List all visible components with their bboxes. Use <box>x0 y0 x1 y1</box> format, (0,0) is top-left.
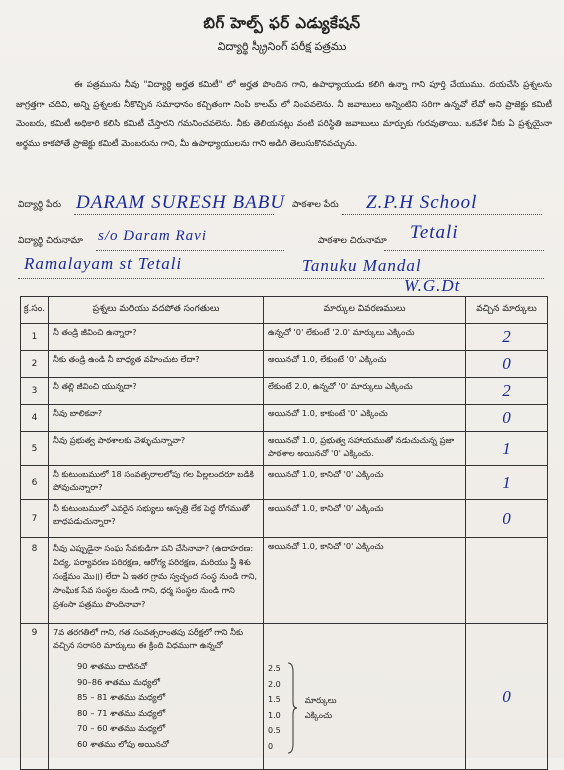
row-question: నీ కుటుంబములో ఎవరైన సభ్యులు ఆస్పత్రి లేక పెద్ద రోగముతో బాధపడుచున్నారా? <box>49 500 264 538</box>
marks-scale-list <box>268 661 281 754</box>
row-number: 2 <box>21 351 49 378</box>
table-row <box>21 378 548 405</box>
row-marks-cell[interactable] <box>466 378 548 405</box>
table-row <box>21 500 548 538</box>
percentage-band: 80 – 71 శాతము మధ్యలో <box>77 707 166 718</box>
row-marks-cell[interactable] <box>466 351 548 378</box>
row-explanation: అయినచో 1.0, లేకుంటే '0' ఎక్కించు <box>264 351 466 378</box>
row-explanation: అయినచో 1.0, కానిచో '0' ఎక్కించు <box>264 466 466 500</box>
row-number: 3 <box>21 378 49 405</box>
row-number: 6 <box>21 466 49 500</box>
student-address-value-2[interactable]: Ramalayam st Tetali <box>24 254 183 273</box>
row-question: నీకు తండ్రి ఉండి నీ బాధ్యత వహించుట లేదా? <box>49 351 264 378</box>
header-question: ప్రశ్నలు మరియు వదపోత సంగతులు <box>49 297 264 324</box>
school-address-line <box>384 250 544 251</box>
form-title: బిగ్ హెల్ప్ ఫర్ ఎడ్యుకేషన్ <box>203 14 361 32</box>
table-row <box>21 624 548 770</box>
row-marks-cell[interactable] <box>466 500 548 538</box>
row-question: నీవు ఎప్పుడైనా సంఘ సేవకుడిగా పని చేసినావా? (ఉదాహరణ: విద్య, పర్యావరణ పరిరక్షణ, ఆరోగ్య పరిరక్షణ, మరియు స్త్రీ శిశు సంక్షేమం మొ॥) లేదా ఏ ఇతర గ్రామ స్వచ్ఛంద సంస్థ నుండి గాని, సాంఘిక సేవ సంస్థల నుండి గాని, ధర్మ సంస్థల నుండి గాని ప్రశంసా పత్రము పొందినావా? <box>49 538 264 624</box>
row-explanation: అయినచో 1.0, కాకుంటే '0' ఎక్కించు <box>264 405 466 432</box>
row-number: 7 <box>21 500 49 538</box>
student-address-value-3[interactable]: Tanuku Mandal <box>302 256 422 275</box>
row-marks-value: 2 <box>502 381 511 400</box>
marks-scale-value: 1.0 <box>268 710 281 720</box>
row-marks-cell[interactable] <box>466 324 548 351</box>
table-header-row <box>21 297 548 324</box>
row-marks-cell[interactable] <box>466 538 548 624</box>
row-question-cell <box>49 624 264 770</box>
row-number: 4 <box>21 405 49 432</box>
marks-scale-value: 0.5 <box>268 726 281 735</box>
percentage-bands-list <box>77 659 259 752</box>
row-number: 8 <box>21 538 49 624</box>
student-address-value-4[interactable]: W.G.Dt <box>404 276 461 295</box>
student-name-line <box>74 214 274 215</box>
header-explanation: మార్కుల వివరణములు <box>264 297 466 324</box>
percentage-band: 85 – 81 శాతము మధ్యలో <box>77 692 166 702</box>
row-explanation: అయినచో 1.0, కానిచో '0' ఎక్కించు <box>264 538 466 624</box>
student-name-label: విద్యార్థి పేరు <box>18 200 61 210</box>
row-explanation: ఉన్నచో '0' లేకుంటే '2.0' మార్కులు ఎక్కించు <box>264 324 466 351</box>
row-number: 9 <box>21 624 49 770</box>
percentage-band: 90–86 శాతము మధ్యలో <box>77 676 160 687</box>
row-question: నీవు బాలికవా? <box>49 405 264 432</box>
row-question: నీ తల్లి జీవించి యున్నదా? <box>49 378 264 405</box>
row-marks-value: 1 <box>502 472 511 492</box>
row-marks-value: 0 <box>502 408 511 427</box>
row-number: 5 <box>21 432 49 466</box>
form-subtitle: విద్యార్థి స్క్రీనింగ్ పరీక్ష పత్రము <box>217 40 347 53</box>
student-address-value-1[interactable]: s/o Daram Ravi <box>98 228 207 244</box>
header-marks: వచ్చిన మార్కులు <box>466 297 548 324</box>
percentage-band: 60 శాతము లోపు అయినచో <box>77 738 169 749</box>
marks-scale-value: 0 <box>268 741 274 751</box>
row-explanation-cell <box>264 624 466 770</box>
criteria-table <box>20 296 548 770</box>
row-explanation: మార్కులు ఎక్కించు <box>304 694 337 720</box>
row-marks-value: 1 <box>502 438 511 458</box>
table-row <box>21 432 548 466</box>
school-name-line <box>342 214 542 215</box>
row-question: నీ తండ్రి జీవించి ఉన్నారా? <box>49 324 264 351</box>
curly-brace-icon <box>287 662 297 754</box>
percentage-band: 70 – 60 శాతము మధ్యలో <box>77 723 166 733</box>
marks-scale-value: 2.5 <box>268 664 281 673</box>
row-explanation: లేకుంటే 2.0, ఉన్నచో '0' మార్కులు ఎక్కించు <box>264 378 466 405</box>
row-marks-cell[interactable] <box>466 624 548 770</box>
row-question: నీవు ప్రభుత్వ పాఠశాలకు వెళ్ళుచున్నావా? <box>49 432 264 466</box>
row-marks-value: 0 <box>502 508 511 528</box>
row-question: నీ కుటుంబములో 18 సంవత్సరాలలోపు గల పిల్లలందరూ బడికి పోవుచున్నారా? <box>49 466 264 500</box>
table-row <box>21 351 548 378</box>
table-row <box>21 324 548 351</box>
marks-scale <box>268 661 461 754</box>
row-marks-cell[interactable] <box>466 432 548 466</box>
school-name-label: పాఠశాల పేరు <box>292 200 339 210</box>
row-number: 1 <box>21 324 49 351</box>
school-address-value[interactable]: Tetali <box>410 222 459 243</box>
row-marks-value: 2 <box>502 327 511 346</box>
instructions-paragraph: ఈ పత్రమును నీవు "విద్యార్థి అర్హత కమిటీ" లో అర్హత పొందిన గాని, ఉపాధ్యాయుడు కలిగి ఉన్నా గాని పూర్తి చేయుము. దయచేసి ప్రశ్నలను జాగ్రత్తగా చదివి, అన్ని ప్రశ్నలకు నీకొచ్చిన సమాధానం కచ్చితంగా నింపి కాలమ్ లో నింపవలెను. నీ జవాబులు అన్నింటిని సరిగా ఉన్నవో లేవో అని ప్రాజెక్టు కమిటీ మెంబరు, కమిటీ అధికారి కలిసి కమిటీ చేస్తారని గమనించవలెను. నీకు తెలియనట్లు వంటి పరిస్థితి జవాబులు మార్పుకు గురవుతాయి. ఒకవేళ నీకు ఏ ప్రశ్నయైనా అర్థము కాకపోతే ప్రాజెక్టు కమిటీ మెంబరును గాని, మీ ఉపాధ్యాయులను గాని అడిగి తెలుసుకొనవచ్చును. <box>16 80 552 149</box>
row-explanation: అయినచో 1.0, కానిచో '0' ఎక్కించు <box>264 500 466 538</box>
row-marks-cell[interactable] <box>466 405 548 432</box>
marks-scale-value: 1.5 <box>268 695 281 704</box>
student-address-label: విద్యార్థి చిరునామా <box>18 236 83 246</box>
school-address-label: పాఠశాల చిరునామా <box>318 236 387 246</box>
percentage-band: 90 శాతము దాటినచో <box>77 661 148 671</box>
row-question: 7వ తరగతిలో గాని, గత సంవత్సరాంతపు పరీక్షలో గాని నీకు వచ్చిన సరాసరి మార్కులు ఈ క్రింది విధముగా ఉన్నచో <box>53 627 244 650</box>
student-address-line <box>96 250 284 251</box>
row-marks-value: 0 <box>502 354 511 373</box>
row-marks-cell[interactable] <box>466 466 548 500</box>
school-name-value[interactable]: Z.P.H School <box>366 192 478 213</box>
row-explanation: అయినచో 1.0, ప్రభుత్వ సహాయముతో నడుచుచున్న ప్రజా పాఠశాల అయినచో '0' ఎక్కించు. <box>264 432 466 466</box>
student-name-value[interactable]: DARAM SURESH BABU <box>76 192 286 213</box>
address-line-2 <box>18 278 544 279</box>
table-row <box>21 466 548 500</box>
table-row <box>21 405 548 432</box>
table-row <box>21 538 548 624</box>
marks-scale-value: 2.0 <box>268 679 281 689</box>
row-marks-value: 0 <box>502 686 511 706</box>
header-serial: క్ర.సం. <box>21 297 49 324</box>
